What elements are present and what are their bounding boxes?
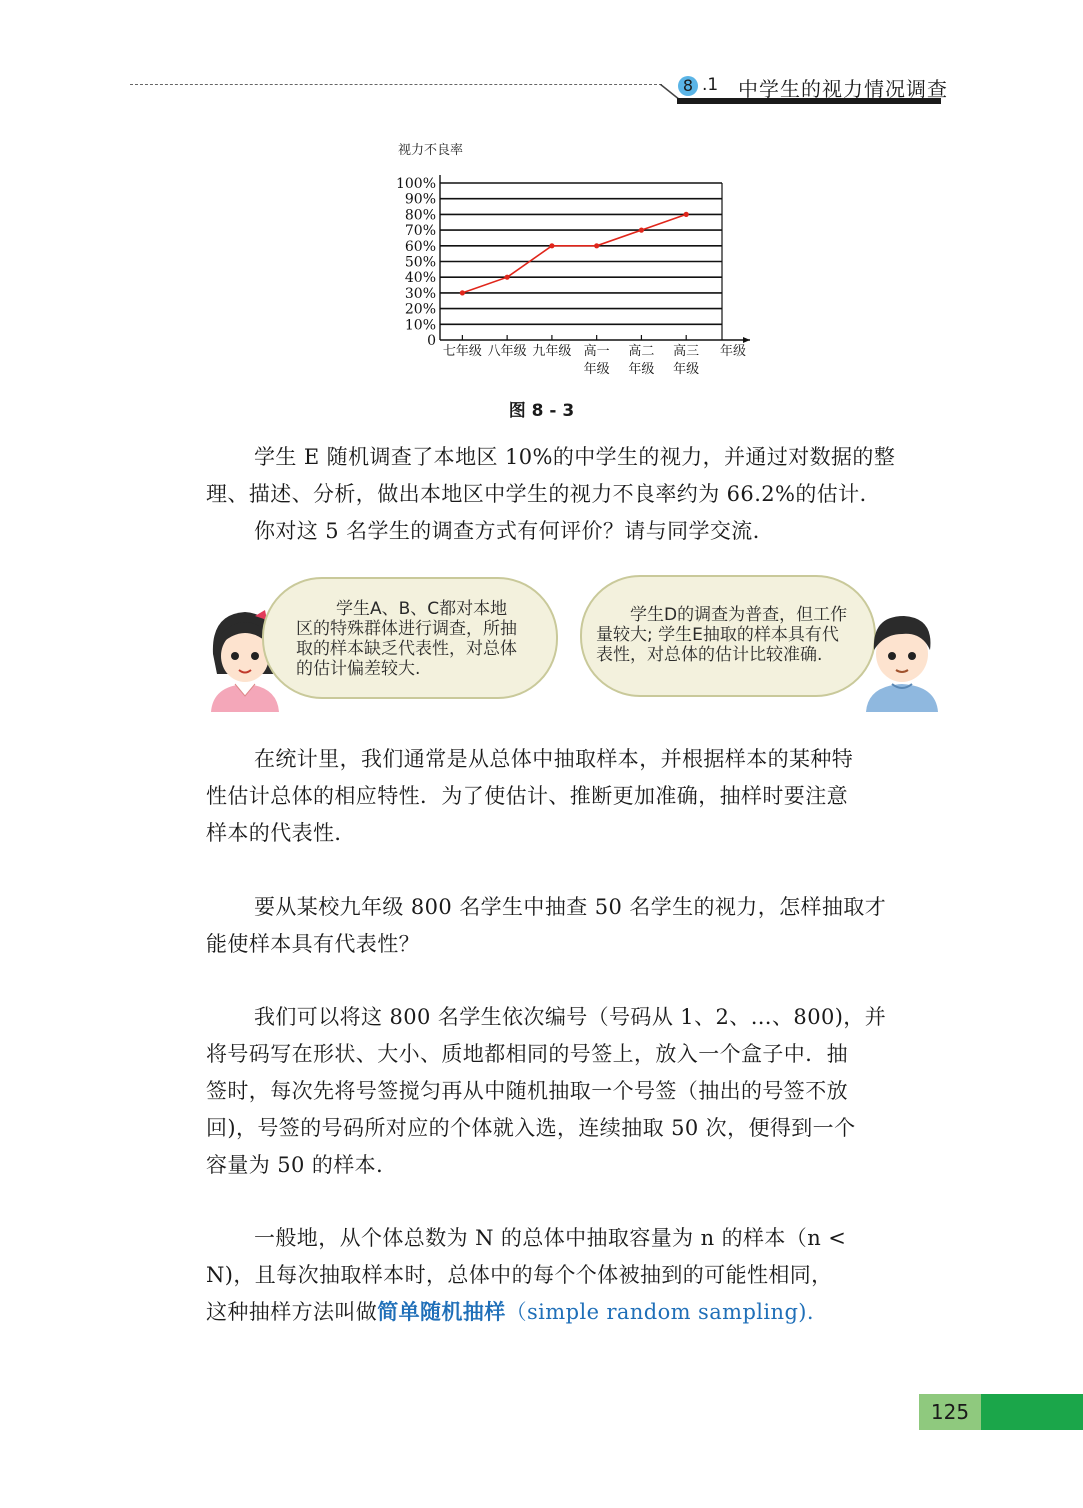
bubble-right-text	[596, 605, 847, 665]
paragraph-line: 理、描述、分析，做出本地区中学生的视力不良率约为 66.2%的估计．	[206, 482, 881, 506]
chart-grid	[440, 183, 722, 340]
chart-series	[460, 212, 689, 296]
chart-y-tick-label: 80%	[404, 207, 436, 224]
chart-x-tick-label: 年级	[673, 362, 700, 377]
boy-character-icon	[862, 610, 940, 712]
chart-y-ticks	[396, 176, 436, 349]
chart-x-tick-label: 七年级	[442, 344, 482, 359]
paragraph-line: 学生 E 随机调查了本地区 10%的中学生的视力，并通过对数据的整	[254, 445, 896, 469]
chart-series-line	[462, 214, 686, 293]
bubble-line: 取的样本缺乏代表性，对总体	[296, 639, 517, 659]
chart-y-tick-label: 20%	[404, 301, 436, 318]
paragraph-line: 容量为 50 的样本．	[206, 1153, 398, 1177]
paragraph-statistics	[206, 741, 942, 852]
bubble-line: 区的特殊群体进行调查，所抽	[296, 619, 517, 639]
section-title: 中学生的视力情况调查	[738, 77, 948, 101]
section-subnumber: .1	[702, 75, 719, 95]
paragraph-line: 在统计里，我们通常是从总体中抽取样本，并根据样本的某种特	[254, 747, 854, 771]
chart-data-point	[505, 275, 510, 280]
chart-data-point	[460, 290, 465, 295]
definition-term: 简单随机抽样	[377, 1300, 506, 1324]
chart-y-tick-label: 100%	[395, 176, 436, 192]
chart-x-tick-label: 年级	[583, 362, 610, 377]
paragraph-line: 回)，号签的号码所对应的个体就入选，连续抽取 50 次，便得到一个	[206, 1116, 856, 1140]
chart-x-tick-label: 高一	[583, 344, 610, 359]
bubble-line: 学生D的调查为普查，但工作	[630, 605, 848, 625]
chart-x-axis-arrow	[743, 337, 750, 343]
chart-x-tick-label: 高三	[673, 344, 700, 359]
chart-y-tick-label: 90%	[404, 191, 436, 208]
chart-y-tick-label: 10%	[404, 317, 436, 334]
paragraph-line: N)，且每次抽取样本时，总体中的每个个体被抽到的可能性相同，	[206, 1263, 833, 1287]
paragraph-line: 签时，每次先将号签搅匀再从中随机抽取一个号签（抽出的号签不放	[206, 1079, 848, 1103]
chart-x-tick-label: 年级	[628, 362, 655, 377]
chart-y-tick-label: 50%	[404, 254, 436, 271]
speech-bubble-left	[262, 577, 558, 699]
chart-x-axis-label: 年级	[720, 344, 747, 359]
figure-caption: 图 8 - 3	[508, 401, 575, 421]
chart-x-tick-label: 高二	[628, 344, 655, 359]
paragraph-line: 这种抽样方法叫做简单随机抽样（simple random sampling).	[206, 1300, 814, 1324]
header-dashed-rule	[130, 84, 662, 85]
paragraph-line: 性估计总体的相应特性．为了使估计、推断更加准确，抽样时要注意	[206, 784, 848, 808]
page-number-tab	[981, 1394, 1083, 1430]
section-number-badge: 8	[678, 76, 698, 96]
chart-y-tick-label: 0	[427, 333, 436, 349]
chart-data-point	[684, 212, 689, 217]
paragraph-line: 能使样本具有代表性？	[206, 932, 420, 956]
chart-data-point	[639, 228, 644, 233]
paragraph-line: 样本的代表性．	[206, 821, 356, 845]
chart-x-ticks	[443, 335, 699, 377]
page-number: 125	[930, 1400, 970, 1424]
chart-data-point	[549, 243, 554, 248]
chart-data-point	[594, 243, 599, 248]
chart-x-tick-label: 八年级	[487, 344, 527, 359]
chart-y-tick-label: 70%	[404, 223, 436, 240]
paragraph-line: 一般地，从个体总数为 N 的总体中抽取容量为 n 的样本（n <	[254, 1226, 847, 1250]
paragraph-line: 将号码写在形状、大小、质地都相同的号签上，放入一个盒子中．抽	[206, 1042, 848, 1066]
bubble-line: 表性，对总体的估计比较准确.	[596, 645, 823, 665]
line-chart	[380, 136, 780, 382]
bubble-line: 学生A、B、C都对本地	[336, 599, 508, 619]
chart-y-tick-label: 40%	[404, 270, 436, 287]
paragraph-definition	[206, 1220, 942, 1331]
bubble-line: 的估计偏差较大.	[296, 659, 421, 679]
speech-bubble-right	[580, 575, 876, 697]
chart-axes	[440, 175, 750, 343]
paragraph-student-e	[206, 439, 942, 550]
chart-y-axis-label: 视力不良率	[398, 143, 464, 158]
chart-y-tick-label: 30%	[404, 285, 436, 302]
chart-x-tick-label: 九年级	[532, 344, 572, 359]
paragraph-line: 要从某校九年级 800 名学生中抽查 50 名学生的视力，怎样抽取才	[254, 895, 887, 919]
paragraph-method	[206, 999, 942, 1184]
bubble-line: 量较大; 学生E抽取的样本具有代	[596, 625, 839, 645]
paragraph-line: 你对这 5 名学生的调查方式有何评价？请与同学交流．	[254, 519, 775, 543]
bubble-left-text	[296, 599, 517, 679]
paragraph-question	[206, 889, 942, 963]
paragraph-line: 我们可以将这 800 名学生依次编号（号码从 1、2、…、800)，并	[254, 1005, 887, 1029]
chart-y-tick-label: 60%	[404, 238, 436, 255]
